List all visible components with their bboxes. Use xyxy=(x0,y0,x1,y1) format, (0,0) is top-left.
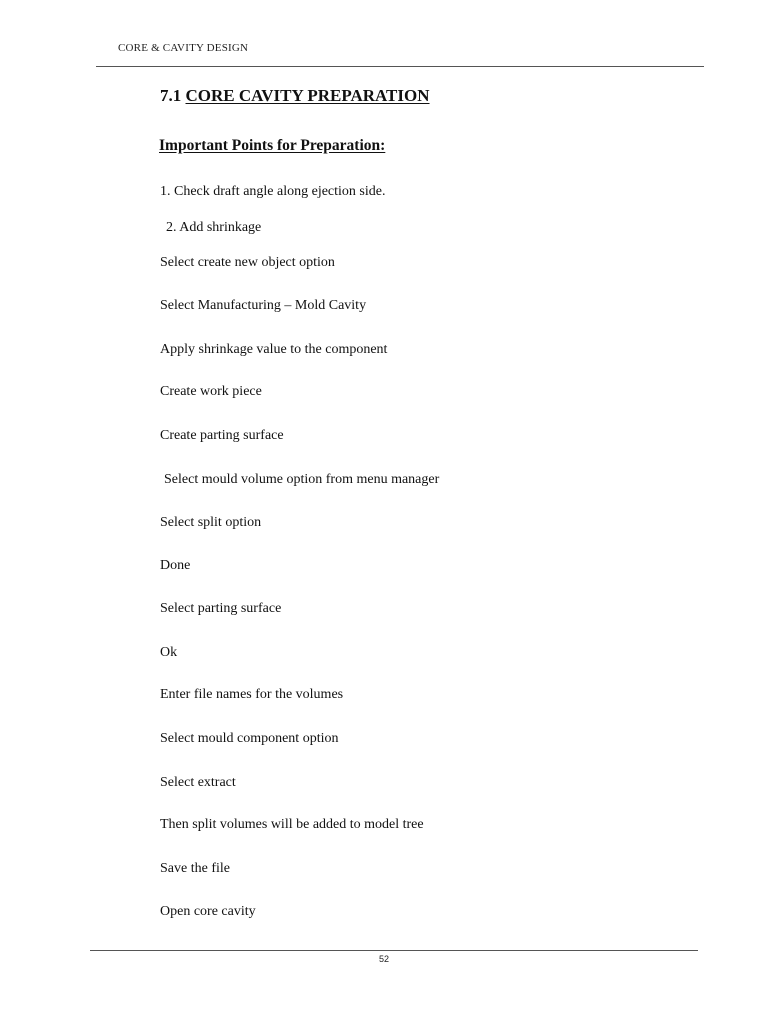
step-item: Select mould volume option from menu manager xyxy=(164,472,440,487)
step-item: Create parting surface xyxy=(160,428,284,443)
step-item: 2. Add shrinkage xyxy=(166,220,262,235)
section-heading xyxy=(160,86,430,106)
step-item: Select Manufacturing – Mold Cavity xyxy=(160,298,367,313)
running-header: CORE & CAVITY DESIGN xyxy=(118,42,249,54)
step-item: 1. Check draft angle along ejection side. xyxy=(160,184,386,199)
step-item: Select create new object option xyxy=(160,255,335,270)
section-number: 7.1 xyxy=(160,86,182,105)
step-item: Then split volumes will be added to model tree xyxy=(160,817,424,832)
step-item: Enter file names for the volumes xyxy=(160,687,344,702)
step-item: Ok xyxy=(160,645,178,660)
step-item: Apply shrinkage value to the component xyxy=(160,342,388,357)
step-item: Save the file xyxy=(160,861,230,876)
footer-divider xyxy=(90,950,698,951)
step-item: Select extract xyxy=(160,775,236,790)
subheading: Important Points for Preparation: xyxy=(159,137,386,154)
step-item: Create work piece xyxy=(160,384,262,399)
step-item: Select parting surface xyxy=(160,601,282,616)
page-number: 52 xyxy=(378,954,389,964)
header-divider xyxy=(96,66,704,67)
section-title: CORE CAVITY PREPARATION xyxy=(185,86,430,105)
step-item: Select mould component option xyxy=(160,731,339,746)
step-item: Done xyxy=(160,558,191,573)
step-item: Open core cavity xyxy=(160,904,256,919)
step-item: Select split option xyxy=(160,515,262,530)
